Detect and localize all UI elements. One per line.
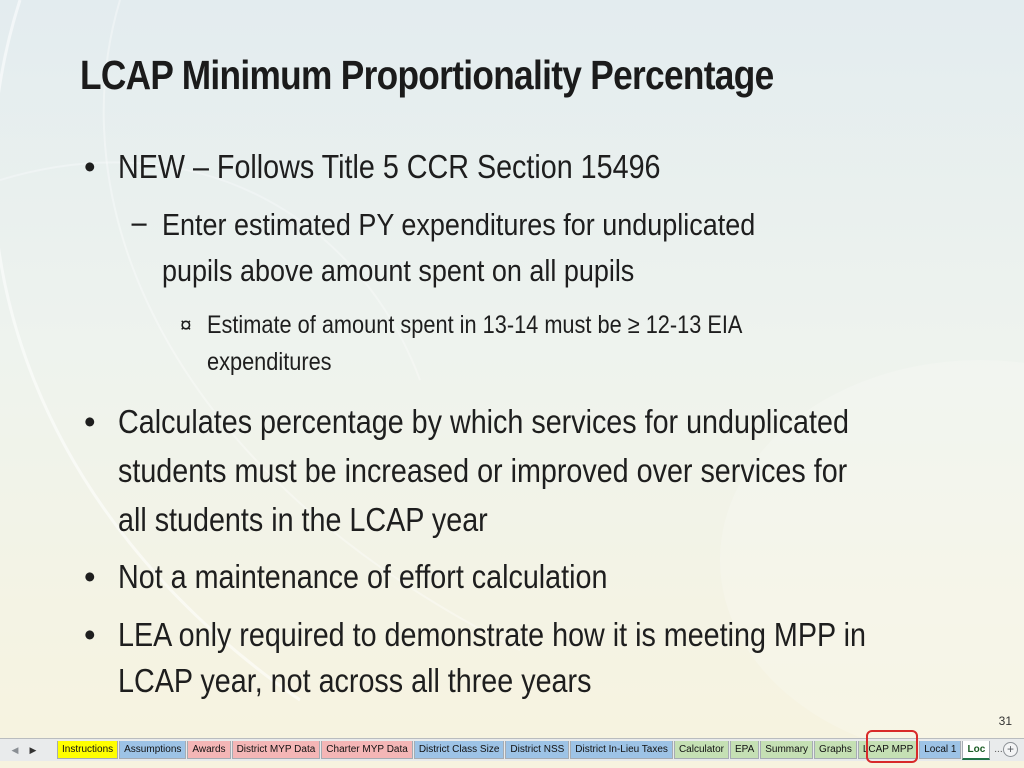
sheet-tab[interactable]: Assumptions [119, 741, 186, 759]
sheet-tab-overflow[interactable]: ... [994, 744, 1003, 755]
sheet-tab[interactable]: Loc [962, 741, 990, 760]
sheet-tab[interactable]: Charter MYP Data [321, 741, 413, 759]
sheet-tab[interactable]: Summary [760, 741, 813, 759]
bullet-text: LEA only required to demonstrate how it is meeting MPP in [118, 616, 866, 653]
sheet-tab[interactable]: LCAP MPP [858, 741, 918, 759]
scroll-left-icon[interactable]: ◀ [11, 745, 19, 755]
bullet-text: NEW – Follows Title 5 CCR Section 15496 [118, 148, 661, 185]
scroll-right-icon[interactable]: ▶ [29, 745, 37, 755]
bullet-marker: • [84, 403, 96, 440]
lcap-mpp-highlight [866, 730, 918, 763]
bullet-text-continued: LCAP year, not across all three years [118, 662, 592, 699]
bullet-text-continued: students must be increased or improved over services for [118, 452, 848, 489]
sheet-tab[interactable]: Instructions [57, 741, 118, 759]
slide-number: 31 [998, 714, 1012, 728]
bullet-marker: • [84, 616, 96, 653]
sub-bullet-text: Enter estimated PY expenditures for unduplicated [162, 207, 756, 242]
sheet-tab[interactable]: District NSS [505, 741, 569, 759]
sheet-tab[interactable]: Awards [187, 741, 230, 759]
sub-sub-bullet-text: Estimate of amount spent in 13-14 must be ≥ 12-13 EIA [207, 311, 743, 339]
sheet-tab[interactable]: Calculator [674, 741, 729, 759]
sheet-tab[interactable]: Local 1 [919, 741, 961, 759]
slide-title: LCAP Minimum Proportionality Percentage [80, 52, 774, 98]
bullet-text: Not a maintenance of effort calculation [118, 558, 608, 595]
sheet-tab[interactable]: District In-Lieu Taxes [570, 741, 673, 759]
add-sheet-icon[interactable]: + [1003, 742, 1018, 757]
sheet-tab[interactable]: District Class Size [414, 741, 505, 759]
bullet-marker: • [84, 148, 96, 185]
sheet-tabs [57, 741, 1006, 759]
sheet-tab[interactable]: Graphs [814, 741, 857, 759]
sheet-tab[interactable]: EPA [730, 741, 759, 759]
sub-bullet-text-continued: pupils above amount spent on all pupils [162, 253, 635, 288]
sheet-nav-buttons [6, 742, 54, 758]
sub-sub-bullet-text-continued: expenditures [207, 348, 332, 376]
sub-bullet-marker: − [130, 207, 149, 242]
bullet-text-continued: all students in the LCAP year [118, 501, 488, 538]
bullet-marker: • [84, 558, 96, 595]
sheet-tab[interactable]: District MYP Data [232, 741, 321, 759]
bullet-text: Calculates percentage by which services for unduplicated [118, 403, 849, 440]
sub-sub-bullet-marker: ¤ [180, 314, 192, 337]
